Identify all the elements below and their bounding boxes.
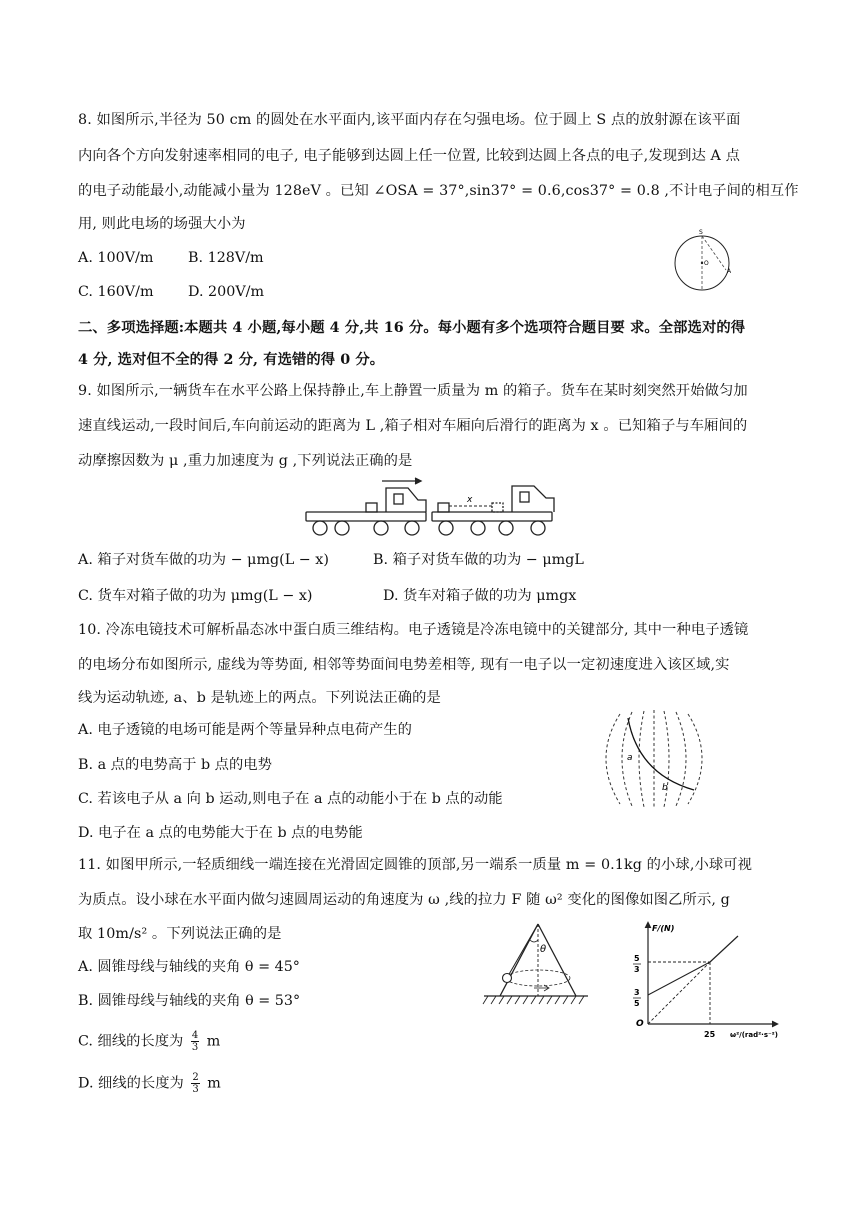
section-2-line-2: 4 分, 选对但不全的得 2 分, 有选错的得 0 分。 — [78, 352, 385, 368]
q8-line-4: 用, 则此电场的场强大小为 — [78, 216, 246, 232]
q11-graph-xlabel: ω²/(rad²·s⁻²) — [730, 1031, 778, 1039]
q8-label-a: A — [727, 268, 732, 275]
q8-circle-figure — [664, 226, 744, 292]
q8-option-d[interactable]: D. 200V/m — [188, 284, 265, 300]
q11-line-3: 取 10m/s² 。下列说法正确的是 — [78, 926, 282, 942]
q11-option-d-unit: m — [207, 1075, 221, 1092]
q11-option-d-prefix: D. 细线的长度为 — [78, 1075, 184, 1092]
q11-graph-ytick-low-num: 3 — [634, 988, 640, 997]
q8-option-c[interactable]: C. 160V/m — [78, 284, 154, 300]
q10-line-2: 的电场分布如图所示, 虚线为等势面, 相邻等势面间电势差相等, 现有一电子以一定初速度进入该区域,实 — [78, 657, 730, 673]
q9-line-1: 9. 如图所示,一辆货车在水平公路上保持静止,车上静置一质量为 m 的箱子。货车在某时刻突然开始做匀加 — [78, 383, 748, 399]
q11-graph-origin: O — [636, 1019, 644, 1029]
q8-line-2: 内向各个方向发射速率相同的电子, 电子能够到达圆上任一位置, 比较到达圆上各点的电子,发现到达 A 点 — [78, 148, 740, 164]
q8-label-s: S — [699, 229, 703, 236]
q10-option-c[interactable]: C. 若该电子从 a 向 b 运动,则电子在 a 点的动能小于在 b 点的动能 — [78, 791, 503, 807]
q11-label-theta: θ — [540, 944, 547, 955]
q9-line-3: 动摩擦因数为 μ ,重力加速度为 g ,下列说法正确的是 — [78, 453, 413, 469]
q11-graph-ylabel: F/(N) — [652, 924, 675, 933]
q8-line-3: 的电子动能最小,动能减小量为 128eV 。已知 ∠OSA = 37°,sin37° = 0.6,cos37° = 0.8 ,不计电子间的相互作 — [78, 183, 799, 199]
q11-graph-xtick: 25 — [704, 1030, 716, 1039]
q11-line-1: 11. 如图甲所示,一轻质细线一端连接在光滑固定圆锥的顶部,另一端系一质量 m = 0.1kg 的小球,小球可视 — [78, 857, 753, 873]
q10-option-d[interactable]: D. 电子在 a 点的电势能大于在 b 点的电势能 — [78, 825, 363, 841]
q10-label-b: b — [662, 783, 668, 793]
q9-line-2: 速直线运动,一段时间后,车向前运动的距离为 L ,箱子相对车厢向后滑行的距离为 x 。已知箱子与车厢间的 — [78, 418, 748, 434]
q11-option-d-fraction: $\frac{2}{3}$ — [192, 1072, 199, 1095]
q10-line-1: 10. 冷冻电镜技术可解析晶态冰中蛋白质三维结构。电子透镜是冷冻电镜中的关键部分, 其中一种电子透镜 — [78, 622, 749, 638]
q9-option-d[interactable]: D. 货车对箱子做的功为 μmgx — [383, 588, 577, 604]
q8-option-b[interactable]: B. 128V/m — [188, 250, 264, 266]
q11-force-graph — [626, 920, 796, 1042]
q9-truck-figure — [302, 476, 564, 540]
q10-line-3: 线为运动轨迹, a、b 是轨迹上的两点。下列说法正确的是 — [78, 690, 441, 706]
q10-label-a: a — [627, 753, 633, 763]
q9-option-a[interactable]: A. 箱子对货车做的功为 − μmg(L − x) — [78, 552, 329, 568]
q11-line-2: 为质点。设小球在水平面内做匀速圆周运动的角速度为 ω ,线的拉力 F 随 ω² 变化的图像如图乙所示, g — [78, 892, 730, 908]
q11-option-d[interactable] — [78, 1072, 221, 1095]
section-2-line-1: 二、多项选择题:本题共 4 小题,每小题 4 分,共 16 分。每小题有多个选项符合题目要 求。全部选对的得 — [78, 320, 746, 336]
q11-graph-ytick-high-den: 3 — [634, 965, 640, 974]
q11-option-c-prefix: C. 细线的长度为 — [78, 1033, 184, 1050]
q11-option-c-fraction: $\frac{4}{3}$ — [191, 1030, 199, 1053]
q9-option-c[interactable]: C. 货车对箱子做的功为 μmg(L − x) — [78, 588, 313, 604]
q11-graph-ytick-low-den: 5 — [634, 999, 640, 1008]
q8-label-o: O — [704, 260, 709, 267]
q11-option-b[interactable]: B. 圆锥母线与轴线的夹角 θ = 53° — [78, 993, 301, 1009]
q11-option-c-unit: m — [206, 1033, 221, 1050]
q9-label-x: x — [467, 495, 473, 505]
q10-equipotential-figure — [590, 708, 716, 812]
q11-graph-ytick-high-num: 5 — [634, 954, 640, 963]
q10-option-a[interactable]: A. 电子透镜的电场可能是两个等量异种点电荷产生的 — [78, 722, 412, 738]
q8-option-a[interactable]: A. 100V/m — [78, 250, 154, 266]
q11-cone-figure — [478, 918, 594, 1014]
q9-option-b[interactable]: B. 箱子对货车做的功为 − μmgL — [373, 552, 584, 568]
q11-option-c[interactable] — [78, 1030, 220, 1053]
q11-option-a[interactable]: A. 圆锥母线与轴线的夹角 θ = 45° — [78, 959, 300, 975]
q10-option-b[interactable]: B. a 点的电势高于 b 点的电势 — [78, 757, 272, 773]
q8-line-1: 8. 如图所示,半径为 50 cm 的圆处在水平面内,该平面内存在匀强电场。位于圆上 S 点的放射源在该平面 — [78, 112, 741, 128]
